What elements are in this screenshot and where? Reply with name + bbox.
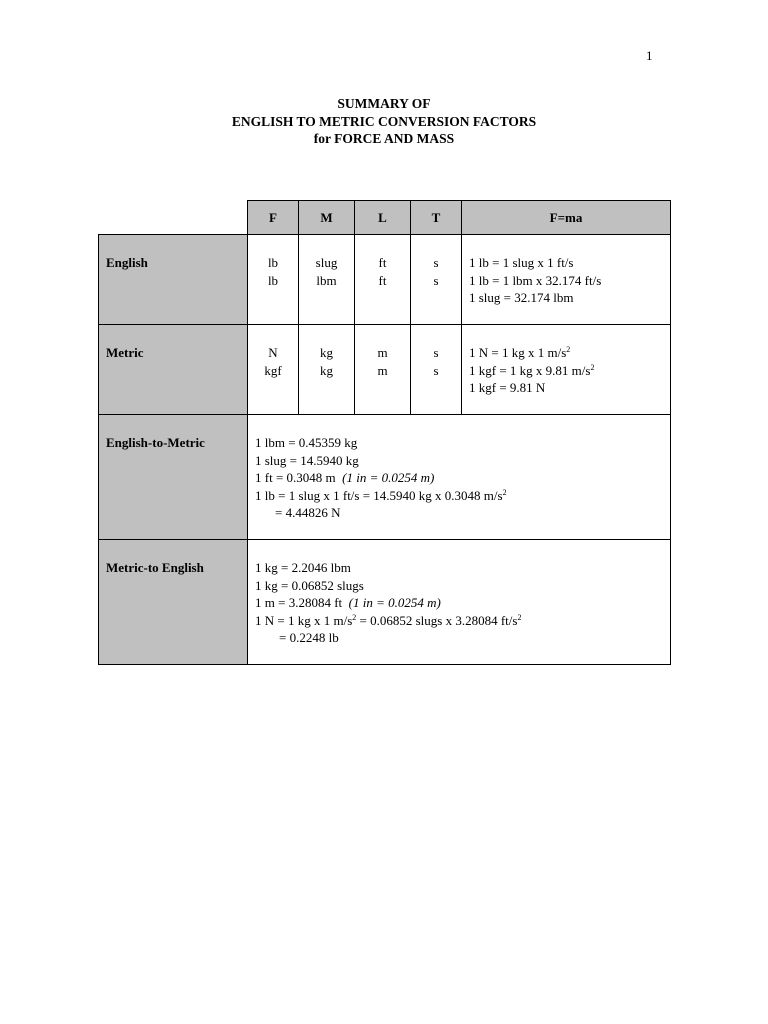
english-force-units: lb lb [248,235,299,325]
header-mass: M [299,201,355,235]
table-row-metric-to-english [99,540,671,665]
english-equations: 1 lb = 1 slug x 1 ft/s 1 lb = 1 lbm x 32.174 ft/s 1 slug = 32.174 lbm [462,235,671,325]
title-line-2: ENGLISH TO METRIC CONVERSION FACTORS [231,113,537,129]
metric-force-units: N kgf [248,325,299,415]
conversion-table [98,200,671,665]
page-number: 1 [646,48,653,63]
header-f-equals-ma: F=ma [462,201,671,235]
document-title [0,95,768,148]
empty-corner-cell [99,201,248,235]
english-length-units: ft ft [355,235,411,325]
title-line-1: SUMMARY OF [337,96,431,111]
row-label-metric-to-english: Metric-to English [99,540,248,665]
header-time: T [411,201,462,235]
english-time-units: s s [411,235,462,325]
table-row-english [99,235,671,325]
table-row-english-to-metric [99,415,671,540]
english-mass-units: slug lbm [299,235,355,325]
title-line-3: for FORCE AND MASS [313,131,455,146]
metric-equations: 1 N = 1 kg x 1 $m/s^2$ 1 kgf = 1 kg x 9.81 $m/s^2$ 1 kgf = 9.81 N [462,325,671,415]
metric-mass-units: kg kg [299,325,355,415]
english-to-metric-conversions: 1 lbm = 0.45359 kg 1 slug = 14.5940 kg 1 ft = 0.3048 m (1 in = 0.0254 m) 1 lb = 1 slug x 1 ft/s = 14.5940 kg x 0.3048 $m/s^2$ = 4.44826 N [248,415,671,540]
row-label-metric: Metric [99,325,248,415]
table-row-metric [99,325,671,415]
header-force: F [248,201,299,235]
header-length: L [355,201,411,235]
metric-length-units: m m [355,325,411,415]
metric-to-english-conversions: 1 kg = 2.2046 lbm 1 kg = 0.06852 slugs 1 m = 3.28084 ft (1 in = 0.0254 m) 1 N = 1 kg x 1 $m/s^2 = 0.06852$ slugs x 3.28084 $ft/s^2$ = 0.2248 lb [248,540,671,665]
metric-time-units: s s [411,325,462,415]
header-row [99,201,671,235]
row-label-english-to-metric: English-to-Metric [99,415,248,540]
row-label-english: English [99,235,248,325]
